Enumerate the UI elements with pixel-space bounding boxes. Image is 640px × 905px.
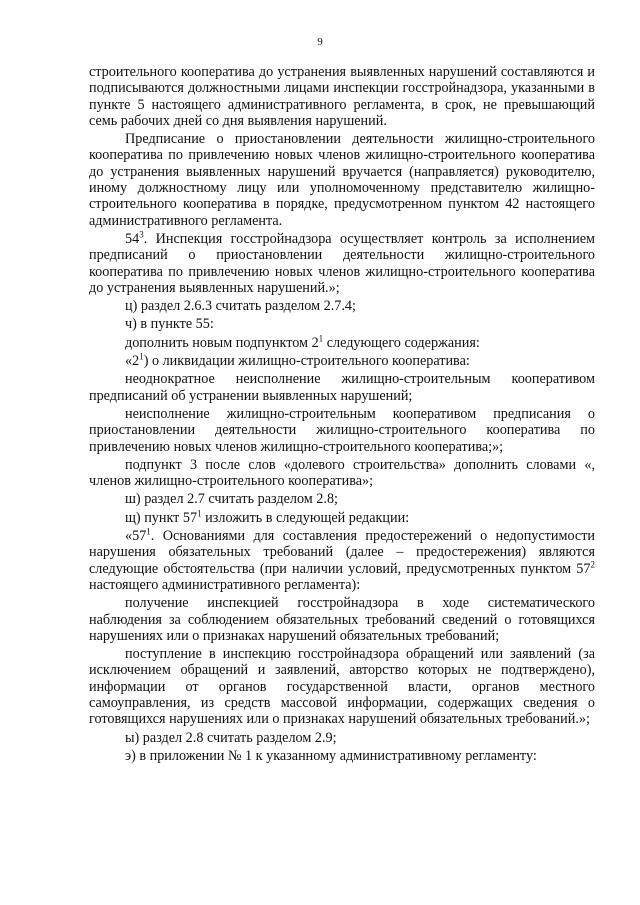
- paragraph: [89, 457, 595, 490]
- paragraph-text: э) в приложении № 1 к указанному административному регламенту:: [125, 747, 537, 764]
- superscript: 1: [146, 526, 151, 537]
- paragraph-text: ч) в пункте 55:: [125, 316, 214, 333]
- paragraph: [89, 371, 595, 404]
- paragraph-text: «57: [125, 528, 147, 545]
- paragraph-text: неоднократное неисполнение жилищно-строительным кооперативом предписаний об устранении выявленных нарушений;: [89, 371, 595, 404]
- superscript: 3: [139, 229, 144, 240]
- paragraph-text: следующего содержания:: [323, 334, 480, 351]
- paragraph-text: изложить в следующей редакции:: [201, 509, 410, 526]
- page-number: 9: [317, 36, 323, 48]
- paragraph: [89, 646, 595, 727]
- paragraph-text: ц) раздел 2.6.3 считать разделом 2.7.4;: [125, 298, 356, 315]
- paragraph-text: поступление в инспекцию госстройнадзора обращений или заявлений (за исключением обращений и заявлений, авторство которых не подтверждено), информации от органов государственной власти, органов местного самоуправления, из средств массовой информации, содержащих сведения о готовящихся нарушениях или о признаках нарушений обязательных требований.»;: [89, 646, 595, 728]
- paragraph-text: 54: [125, 230, 140, 247]
- paragraph: [89, 353, 595, 369]
- paragraph-text: «2: [125, 353, 140, 370]
- superscript: 1: [318, 333, 324, 344]
- paragraph: [89, 298, 595, 314]
- paragraph: [89, 528, 595, 593]
- paragraph: [89, 131, 595, 229]
- document-body: [89, 64, 595, 766]
- paragraph-text: неисполнение жилищно-строительным кооперативом предписания о приостановлении деятельности жилищно-строительного кооператива по привлечению новых членов жилищно-строительного кооператива;»;: [89, 405, 595, 455]
- paragraph-text: ы) раздел 2.8 считать разделом 2.9;: [125, 729, 337, 746]
- paragraph-text: получение инспекцией госстройнадзора в ходе систематического наблюдения за соблюдением обязательных требований сведений о готовящихся нарушениях или о признаках нарушений обязательных требований;: [89, 595, 595, 644]
- paragraph: [89, 64, 595, 129]
- paragraph: [89, 335, 595, 351]
- paragraph: [89, 748, 595, 764]
- paragraph-text: настоящего административного регламента):: [89, 576, 361, 593]
- paragraph: [89, 316, 595, 332]
- paragraph-text: дополнить новым подпунктом 2: [125, 334, 319, 351]
- paragraph-text: . Основаниями для составления предостережений о недопустимости нарушения обязательных требований (далее – предостережения) являются следующие обстоятельства (при наличии условий, предусмотренных пунктом 57: [89, 528, 595, 577]
- paragraph: [89, 595, 595, 644]
- paragraph: [89, 507, 595, 526]
- paragraph: [89, 730, 595, 746]
- paragraph-text: ш) раздел 2.7 считать разделом 2.8;: [125, 491, 338, 508]
- paragraph-text: подпункт 3 после слов «долевого строительства» дополнить словами «, членов жилищно-строительного кооператива»;: [89, 456, 595, 490]
- superscript: 1: [139, 351, 144, 362]
- paragraph: [89, 231, 595, 296]
- superscript: 1: [197, 507, 202, 518]
- paragraph-text: щ) пункт 57: [125, 509, 198, 526]
- paragraph: [89, 406, 595, 455]
- superscript: 2: [590, 558, 595, 569]
- paragraph-text: Предписание о приостановлении деятельности жилищно-строительного кооператива по привлечению новых членов жилищно-строительного кооператива до устранения выявленных нарушений вручается (направляется) руководителю, иному должностному лицу или уполномоченному представителю жилищно-строительного кооператива в порядке, предусмотренном пунктом 42 настоящего административного регламента.: [89, 131, 595, 229]
- paragraph-text: ) о ликвидации жилищно-строительного кооператива:: [143, 353, 470, 370]
- paragraph-text: строительного кооператива до устранения выявленных нарушений составляются и подписываются должностными лицами инспекции госстройнадзора, указанными в пункте 5 настоящего административного регламента, в срок, не превышающий семь рабочих дней со дня выявления нарушений.: [89, 64, 595, 129]
- paragraph-text: . Инспекция госстройнадзора осуществляет контроль за исполнением предписаний о приостановлении деятельности жилищно-строительного кооператива по привлечению новых членов жилищно-строительного кооператива до устранения выявленных нарушений.»;: [89, 230, 595, 296]
- paragraph: [89, 491, 595, 507]
